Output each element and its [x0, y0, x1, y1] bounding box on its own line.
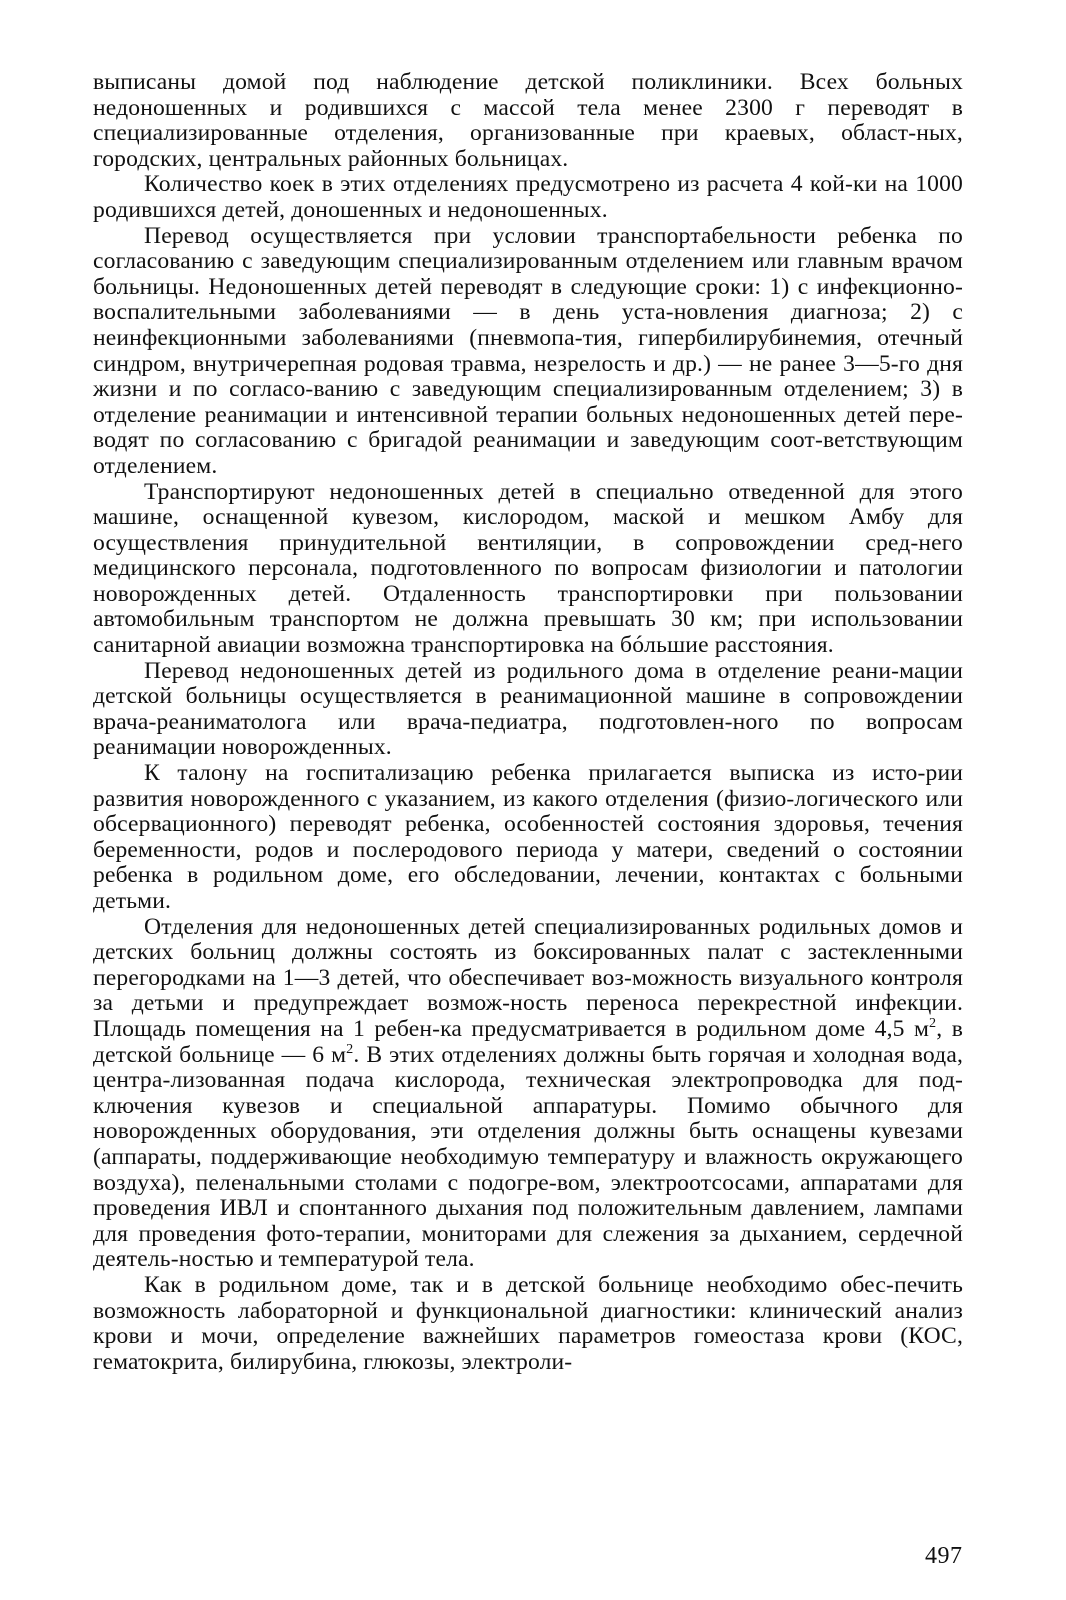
paragraph-7-part-3: . В этих отделениях должны быть горячая и холодная вода, центра-лизованная подача кислорода, техническая электропроводка для под-ключения кувезов и специальной аппаратуры. Помимо обычного для новорожденных оборудования, эти отделения должны быть оснащены кувезами (аппараты, поддерживающие необходимую температуру и влажность окружающего воздуха), пеленальными столами с подогре-вом, электроотсосами, аппаратами для проведения ИВЛ и спонтанного дыхания под положительным давлением, лампами для проведения фото-терапии, мониторами для слежения за дыханием, сердечной деятель-ностью и температурой тела.: [93, 1041, 963, 1273]
paragraph-2: Количество коек в этих отделениях предусмотрено из расчета 4 кой-ки на 1000 родившихся детей, доношенных и недоношенных.: [93, 171, 963, 223]
paragraph-5: Перевод недоношенных детей из родильного дома в отделение реани-мации детской больницы осуществляется в реанимационной машине в сопровождении врача-реаниматолога или врача-педиатра, подготовлен-ного по вопросам реанимации новорожденных.: [93, 657, 963, 761]
superscript-square: 2: [929, 1015, 937, 1032]
paragraph-4: Транспортируют недоношенных детей в специально отведенной для этого машине, оснащенной кувезом, кислородом, маской и мешком Амбу для осуществления принудительной вентиляции, в сопровождении сред-него медицинского персонала, подготовленного по вопросам физиологии и патологии новорожденных детей. Отдаленность транспортировки при пользовании автомобильным транспортом не должна превышать 30 км; при использовании санитарной авиации возможна транспортировка на бóльшие расстояния.: [93, 478, 963, 659]
paragraph-8: Как в родильном доме, так и в детской больнице необходимо обес-печить возможность лабораторной и функциональной диагностики: клинический анализ крови и мочи, определение важнейших параметров гомеостаза крови (КОС, гематокрита, билирубина, глюкозы, электроли-: [93, 1271, 963, 1375]
paragraph-1: выписаны домой под наблюдение детской поликлиники. Всех больных недоношенных и родившихся с массой тела менее 2300 г переводят в специализированные отделения, организованные при краевых, област-ных, городских, центральных районных больницах.: [93, 69, 963, 172]
paragraph-6: К талону на госпитализацию ребенка прилагается выписка из исто-рии развития новорожденного с указанием, из какого отделения (физио-логического или обсервационного) переводят ребенка, особенностей состояния здоровья, течения беременности, родов и послеродового периода у матери, сведений о состоянии ребенка в родильном доме, его обследовании, лечении, контактах с больными детьми.: [93, 760, 963, 914]
page-body: [93, 70, 963, 1375]
page-number: 497: [925, 1543, 963, 1569]
paragraph-3: Перевод осуществляется при условии транспортабельности ребенка по согласованию с заведующим специализированным отделением или главным врачом больницы. Недоношенных детей переводят в следующие сроки: 1) с инфекционно-воспалительными заболеваниями — в день уста-новления диагноза; 2) с неинфекционными заболеваниями (пневмопа-тия, гипербилирубинемия, отечный синдром, внутричерепная родовая травма, незрелость и др.) — не ранее 3—5-го дня жизни и по согласо-ванию с заведующим специализированным отделением; 3) в отделение реанимации и интенсивной терапии больных недоношенных детей пере-водят по согласованию с бригадой реанимации и заведующим соот-ветствующим отделением.: [93, 222, 963, 479]
paragraph-7-part-2: , в детской больнице — 6 м: [93, 1015, 963, 1068]
paragraph-7-part-1: Отделения для недоношенных детей специализированных родильных домов и детских больниц должны состоять из боксированных палат с застекленными перегородками на 1—3 детей, что обеспечивает воз-можность визуального контроля за детьми и предупреждает возмож-ность переноса перекрестной инфекции. Площадь помещения на 1 ребен-ка предусматривается в родильном доме 4,5 м: [93, 913, 963, 1042]
superscript-square: 2: [346, 1040, 354, 1057]
paragraph-7: [93, 915, 963, 1273]
